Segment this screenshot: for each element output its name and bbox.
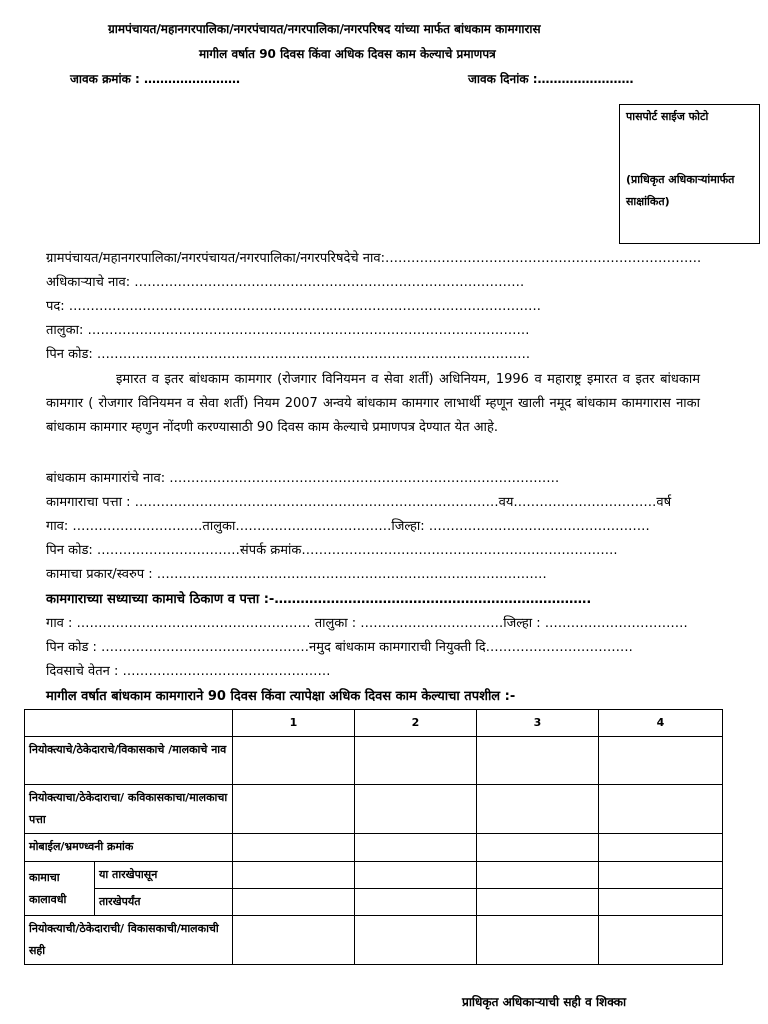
table-cell — [355, 916, 477, 965]
current-work-pin-line: पिन कोड : …………………………………………नमुद बांधकाम कामगाराची नियुक्ती दि……………………………. — [46, 640, 633, 655]
taluka-line: तालुका: ………………………………………………………………………………………… — [46, 323, 530, 338]
table-cell — [233, 785, 355, 834]
photo-box-title: पासपोर्ट साईज फोटो — [626, 110, 709, 123]
table-cell — [599, 889, 723, 916]
table-cell — [477, 862, 599, 889]
table-row — [25, 834, 723, 862]
table-row — [25, 862, 723, 889]
table-row — [25, 737, 723, 785]
table-cell — [599, 862, 723, 889]
certificate-paragraph: इमारत व इतर बांधकाम कामगार (रोजगार विनियमन व सेवा शर्ती) अधिनियम, 1996 व महाराष्ट्र इमारत व इतर बांधकाम कामगार ( रोजगार विनियमन व सेवा शर्ती) नियम 2007 अन्वये बांधकाम कामगार लाभार्थी म्हणून खाली नमूद बांधकाम कामगारास नाका बांधकाम कामगार म्हणुन नोंदणी करण्यासाठी 90 दिवस काम केल्याचे प्रमाणपत्र देण्यात येत आहे. — [46, 372, 700, 435]
worker-address-age-line: कामगाराचा पत्ता : …………………………………………………………………………वय……………………………वर्ष — [46, 495, 672, 510]
column-header: 2 — [355, 710, 477, 737]
current-work-village-line: गाव : ……………………………………………… तालुका : ……………………………जिल्हा : …………………………… — [46, 616, 688, 631]
outward-number: जावक क्रमांक : …………………… — [70, 72, 240, 86]
worker-name-line: बांधकाम कामगारांचे नाव: ……………………………………………………………………………… — [46, 471, 560, 486]
local-body-name-line: ग्रामपंचायत/महानगरपालिका/नगरपंचायत/नगरपालिका/नगरपरिषदेचे नाव:………………………………………………………………. — [46, 251, 702, 266]
row-label-mobile: मोबाईल/भ्रमण्ध्वनी क्रमांक — [25, 834, 233, 862]
worker-village-line: गाव: …………………………तालुका………………………………जिल्हा: …………………………………………… — [46, 519, 650, 534]
table-row — [25, 889, 723, 916]
table-cell — [355, 785, 477, 834]
work-type-line: कामाचा प्रकार/स्वरुप : ……………………………………………………………………………… — [46, 567, 547, 582]
table-cell — [233, 916, 355, 965]
table-title: मागील वर्षात बांधकाम कामगाराने 90 दिवस किंवा त्यापेक्षा अधिक दिवस काम केल्याचा तपशील :- — [46, 689, 516, 704]
table-header-row — [25, 710, 723, 737]
table-cell — [355, 834, 477, 862]
row-label-signature: नियोक्त्याची/ठेकेदाराची/ विकासकाची/मालकाची सही — [25, 916, 233, 965]
column-header: 1 — [233, 710, 355, 737]
column-header: 4 — [599, 710, 723, 737]
current-work-heading: कामगाराच्या सध्याच्या कामाचे ठिकाण व पत्ता :-………………………………………………………………. — [46, 592, 592, 607]
daily-wage-line: दिवसाचे वेतन : ………………………………………… — [46, 664, 331, 679]
outward-date: जावक दिनांक :…………………… — [468, 72, 634, 86]
row-label-from-date: या तारखेपासून — [95, 862, 233, 889]
table-cell — [599, 834, 723, 862]
row-label-work-period: कामाचा कालावधी — [25, 862, 95, 916]
table-cell — [233, 862, 355, 889]
worker-pin-contact-line: पिन कोड: ……………………………संपर्क क्रमांक………………………………………………………………. — [46, 543, 618, 558]
table-cell — [355, 862, 477, 889]
photo-box-note: (प्राधिकृत अधिकाऱ्यांमार्फत साक्षांकित) — [626, 173, 735, 208]
table-cell — [355, 737, 477, 785]
table-cell — [477, 889, 599, 916]
row-label-employer-name: नियोक्त्याचे/ठेकेदाराचे/विकासकाचे /मालकाचे नाव — [25, 737, 233, 785]
table-row — [25, 916, 723, 965]
table-cell — [355, 889, 477, 916]
passport-photo-box — [619, 104, 760, 244]
table-header-blank — [25, 710, 233, 737]
row-label-employer-address: नियोक्त्याचा/ठेकेदाराचा/ कविकासकाचा/मालकाचा पत्ता — [25, 785, 233, 834]
table-cell — [477, 785, 599, 834]
designation-line: पद: ………………………………………………………………………………………………. — [46, 299, 541, 314]
column-header: 3 — [477, 710, 599, 737]
table-cell — [233, 889, 355, 916]
table-cell — [599, 785, 723, 834]
table-cell — [599, 916, 723, 965]
table-cell — [233, 834, 355, 862]
certificate-title: मागील वर्षात 90 दिवस किंवा अधिक दिवस काम केल्याचे प्रमाणपत्र — [199, 47, 496, 61]
authorized-officer-signature: प्राधिकृत अधिकाऱ्याची सही व शिक्का — [462, 995, 627, 1009]
table-cell — [233, 737, 355, 785]
officer-name-line: अधिकाऱ्याचे नाव: ……………………………………………………………………………… — [46, 275, 525, 290]
table-cell — [477, 834, 599, 862]
work-details-table — [24, 709, 723, 965]
row-label-to-date: तारखेपर्यंत — [95, 889, 233, 916]
table-cell — [599, 737, 723, 785]
header-line-1: ग्रामपंचायत/महानगरपालिका/नगरपंचायत/नगरपालिका/नगरपरिषद यांच्या मार्फत बांधकाम कामगारास — [108, 22, 541, 36]
table-cell — [477, 916, 599, 965]
pin-code-line: पिन कोड: ………………………………………………………………………………………. — [46, 347, 531, 362]
table-cell — [477, 737, 599, 785]
table-row — [25, 785, 723, 834]
